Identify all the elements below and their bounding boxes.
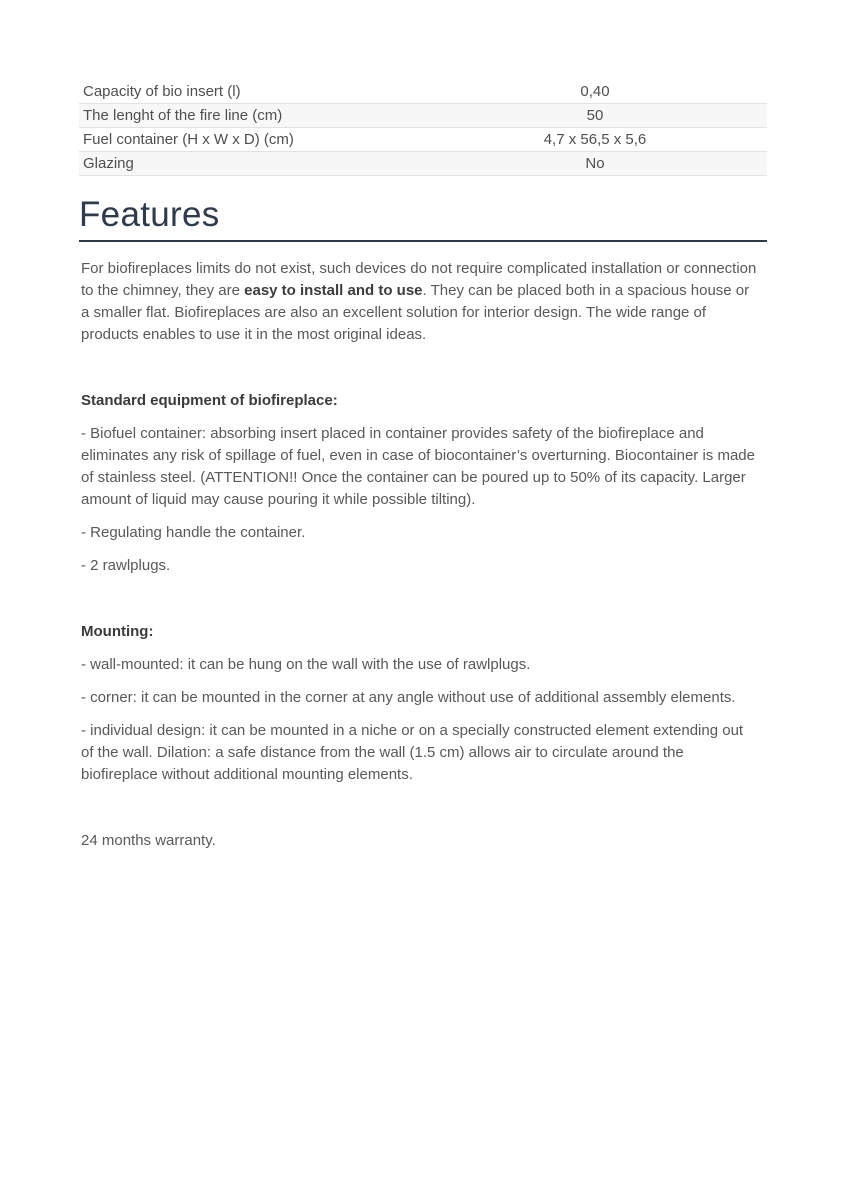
spec-label: Capacity of bio insert (l) [83,83,241,100]
table-row [79,80,767,104]
warranty-text: 24 months warranty. [81,832,216,849]
spec-table [79,80,767,176]
features-heading: Features [79,195,220,234]
equipment-item-rawlplugs: - 2 rawlplugs. [81,557,171,574]
equipment-item-regulating-handle: - Regulating handle the container. [81,524,306,541]
spec-value: 50 [423,104,767,128]
table-row [79,104,767,128]
intro-text-before: For biofireplaces limits do not exist, such devices do not require complicated installation or connection to the chimney, they are [81,260,757,299]
intro-text-after: . They can be placed both in a spacious house or a smaller flat. Biofireplaces are also an excellent solution for interior design. The wide range of products enables to use it in the most original ideas. [81,282,750,343]
intro-paragraph [79,258,759,346]
spec-value: 0,40 [580,83,610,100]
intro-bold-text: easy to install and to use [244,282,423,299]
mounting-item-individual-design: - individual design: it can be mounted in a niche or on a specially constructed element extending out of the wall. Dilation: a safe distance from the wall (1.5 cm) allows air to circulate around the biofireplace without additional mounting elements. [81,722,744,783]
table-row [79,152,767,176]
spec-label: Glazing [79,152,423,176]
spec-value: No [423,152,767,176]
spec-value: 4,7 x 56,5 x 5,6 [543,131,647,148]
spec-label: Fuel container (H x W x D) (cm) [83,131,294,148]
table-row [79,128,767,152]
spec-label: The lenght of the fire line (cm) [79,104,423,128]
heading-rule [79,240,767,242]
mounting-item-wall-mounted: - wall-mounted: it can be hung on the wall with the use of rawlplugs. [81,656,531,673]
equipment-item-biofuel-container: - Biofuel container: absorbing insert placed in container provides safety of the biofireplace and eliminates any risk of spillage of fuel, even in case of biocontainer’s overturning. Biocontainer is made of stainless steel. (ATTENTION!! Once the container can be poured up to 50% of its capacity. Larger amount of liquid may cause pouring it while possible tilting). [81,425,755,508]
mounting-item-corner: - corner: it can be mounted in the corner at any angle without use of additional assembly elements. [81,689,736,706]
standard-equipment-heading: Standard equipment of biofireplace: [81,392,338,409]
mounting-heading: Mounting: [81,623,154,640]
